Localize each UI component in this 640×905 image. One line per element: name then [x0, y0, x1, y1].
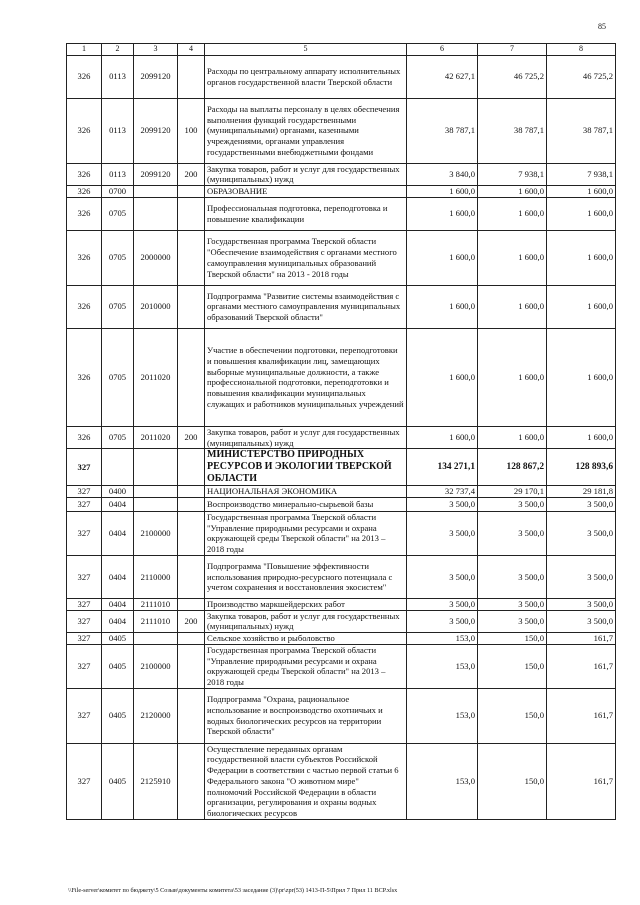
col-6-value: 3 500,0: [407, 598, 478, 610]
col-8-value: 1 600,0: [547, 197, 616, 230]
col-3-cell: [134, 497, 178, 511]
table-row: [67, 426, 616, 448]
table-row: [67, 486, 616, 498]
table-row: [67, 230, 616, 285]
col-8-value: 3 500,0: [547, 555, 616, 598]
table-row: [67, 197, 616, 230]
col-4-cell: [178, 197, 205, 230]
col-7-value: 3 500,0: [478, 598, 547, 610]
col-3-cell: 2100000: [134, 511, 178, 555]
col-7-value: 1 600,0: [478, 426, 547, 448]
table-row: [67, 633, 616, 645]
description-cell: Участие в обеспечении подготовки, переподготовки и повышения квалификации лиц, замещающих выборные муниципальные должности, а также профессиональной подготовки, переподготовки и повышения квалификации муниципальных служащих и работников муниципальных учреждений: [205, 328, 407, 426]
col-2-cell: 0705: [102, 328, 134, 426]
col-2-cell: 0700: [102, 186, 134, 198]
table-row: [67, 743, 616, 819]
col-1-cell: 326: [67, 197, 102, 230]
col-6-value: 153,0: [407, 688, 478, 743]
col-4-cell: 200: [178, 610, 205, 632]
col-4-cell: 200: [178, 426, 205, 448]
col-2-cell: 0400: [102, 486, 134, 498]
col-1-cell: 326: [67, 230, 102, 285]
col-3-cell: 2099120: [134, 163, 178, 185]
col-2-cell: 0404: [102, 555, 134, 598]
header-cell: 4: [178, 44, 205, 56]
col-1-cell: 326: [67, 328, 102, 426]
col-8-value: 7 938,1: [547, 163, 616, 185]
table-row: [67, 688, 616, 743]
description-cell: Подпрограмма "Развитие системы взаимодействия с органами местного самоуправления муниципальных образований Тверской области": [205, 285, 407, 328]
col-7-value: 1 600,0: [478, 230, 547, 285]
col-1-cell: 327: [67, 743, 102, 819]
budget-table: [66, 43, 616, 820]
col-2-cell: 0705: [102, 230, 134, 285]
table-row: [67, 511, 616, 555]
col-3-cell: [134, 186, 178, 198]
description-cell: НАЦИОНАЛЬНАЯ ЭКОНОМИКА: [205, 486, 407, 498]
col-1-cell: 326: [67, 285, 102, 328]
col-8-value: 161,7: [547, 688, 616, 743]
col-8-value: 29 181,8: [547, 486, 616, 498]
col-1-cell: 327: [67, 555, 102, 598]
col-6-value: 3 500,0: [407, 511, 478, 555]
col-1-cell: 327: [67, 598, 102, 610]
col-2-cell: 0405: [102, 633, 134, 645]
col-7-value: 3 500,0: [478, 511, 547, 555]
col-7-value: 29 170,1: [478, 486, 547, 498]
description-cell: Производство маркшейдерских работ: [205, 598, 407, 610]
col-3-cell: 2010000: [134, 285, 178, 328]
col-1-cell: 327: [67, 633, 102, 645]
col-8-value: 161,7: [547, 644, 616, 688]
description-cell: Подпрограмма "Охрана, рациональное использование и воспроизводство охотничьих и водных биологических ресурсов на территории Тверской области": [205, 688, 407, 743]
col-6-value: 3 500,0: [407, 497, 478, 511]
table-row: [67, 285, 616, 328]
col-7-value: 3 500,0: [478, 610, 547, 632]
col-8-value: 38 787,1: [547, 98, 616, 163]
col-2-cell: 0113: [102, 163, 134, 185]
header-cell: 3: [134, 44, 178, 56]
col-4-cell: [178, 598, 205, 610]
col-4-cell: [178, 186, 205, 198]
col-8-value: 3 500,0: [547, 497, 616, 511]
col-4-cell: [178, 449, 205, 486]
col-8-value: 1 600,0: [547, 328, 616, 426]
col-7-value: 38 787,1: [478, 98, 547, 163]
col-6-value: 153,0: [407, 743, 478, 819]
col-8-value: 1 600,0: [547, 285, 616, 328]
col-3-cell: 2099120: [134, 98, 178, 163]
col-4-cell: 200: [178, 163, 205, 185]
col-7-value: 150,0: [478, 644, 547, 688]
col-4-cell: [178, 555, 205, 598]
col-2-cell: 0405: [102, 688, 134, 743]
col-1-cell: 327: [67, 497, 102, 511]
col-6-value: 42 627,1: [407, 55, 478, 98]
col-8-value: 161,7: [547, 633, 616, 645]
col-7-value: 150,0: [478, 633, 547, 645]
col-1-cell: 327: [67, 610, 102, 632]
description-cell: Государственная программа Тверской области "Управление природными ресурсами и охрана окружающей среды Тверской области" на 2013 – 2018 годы: [205, 644, 407, 688]
col-4-cell: [178, 633, 205, 645]
col-1-cell: 327: [67, 449, 102, 486]
description-cell: Профессиональная подготовка, переподготовка и повышение квалификации: [205, 197, 407, 230]
description-cell: Расходы на выплаты персоналу в целях обеспечения выполнения функций государственными (муниципальными) органами, казенными учреждениями, органами управления государственными внебюджетными фондами: [205, 98, 407, 163]
col-2-cell: 0405: [102, 644, 134, 688]
col-4-cell: 100: [178, 98, 205, 163]
col-2-cell: 0404: [102, 497, 134, 511]
col-3-cell: [134, 486, 178, 498]
col-6-value: 1 600,0: [407, 328, 478, 426]
header-cell: 2: [102, 44, 134, 56]
col-7-value: 150,0: [478, 743, 547, 819]
col-8-value: 1 600,0: [547, 426, 616, 448]
col-3-cell: 2110000: [134, 555, 178, 598]
description-cell: Подпрограмма "Повышение эффективности использования природно-ресурсного потенциала с учетом сохранения и восстановления экосистем": [205, 555, 407, 598]
col-8-value: 3 500,0: [547, 511, 616, 555]
header-cell: 7: [478, 44, 547, 56]
col-7-value: 3 500,0: [478, 555, 547, 598]
col-6-value: 3 500,0: [407, 610, 478, 632]
col-6-value: 153,0: [407, 633, 478, 645]
col-8-value: 1 600,0: [547, 186, 616, 198]
table-row: [67, 98, 616, 163]
col-6-value: 32 737,4: [407, 486, 478, 498]
col-4-cell: [178, 497, 205, 511]
col-2-cell: 0404: [102, 511, 134, 555]
table-row: [67, 328, 616, 426]
col-2-cell: [102, 449, 134, 486]
description-cell: МИНИСТЕРСТВО ПРИРОДНЫХ РЕСУРСОВ И ЭКОЛОГИИ ТВЕРСКОЙ ОБЛАСТИ: [205, 449, 407, 486]
col-1-cell: 327: [67, 688, 102, 743]
col-6-value: 1 600,0: [407, 426, 478, 448]
col-6-value: 134 271,1: [407, 449, 478, 486]
col-1-cell: 326: [67, 55, 102, 98]
col-2-cell: 0404: [102, 598, 134, 610]
col-3-cell: 2120000: [134, 688, 178, 743]
table-row: [67, 610, 616, 632]
col-6-value: 153,0: [407, 644, 478, 688]
col-4-cell: [178, 285, 205, 328]
header-cell: 1: [67, 44, 102, 56]
description-cell: Закупка товаров, работ и услуг для государственных (муниципальных) нужд: [205, 163, 407, 185]
description-cell: Воспроизводство минерально-сырьевой базы: [205, 497, 407, 511]
col-1-cell: 326: [67, 426, 102, 448]
col-6-value: 3 500,0: [407, 555, 478, 598]
col-4-cell: [178, 230, 205, 285]
table-row: [67, 497, 616, 511]
col-8-value: 161,7: [547, 743, 616, 819]
col-6-value: 1 600,0: [407, 230, 478, 285]
col-7-value: 46 725,2: [478, 55, 547, 98]
col-1-cell: 326: [67, 98, 102, 163]
col-7-value: 1 600,0: [478, 186, 547, 198]
description-cell: Осуществление переданных органам государственной власти субъектов Российской Федерации в соответствии с частью первой статьи 6 Федерального закона "О животном мире" полномочий Российской Федерации в области организации, регулирования и охраны водных биологических ресурсов: [205, 743, 407, 819]
col-4-cell: [178, 486, 205, 498]
description-cell: Закупка товаров, работ и услуг для государственных (муниципальных) нужд: [205, 610, 407, 632]
table-row: [67, 163, 616, 185]
col-7-value: 3 500,0: [478, 497, 547, 511]
col-7-value: 128 867,2: [478, 449, 547, 486]
header-cell: 6: [407, 44, 478, 56]
col-3-cell: [134, 633, 178, 645]
table-body: [67, 44, 616, 820]
col-6-value: 38 787,1: [407, 98, 478, 163]
col-7-value: 1 600,0: [478, 328, 547, 426]
col-2-cell: 0705: [102, 426, 134, 448]
table-row: [67, 186, 616, 198]
col-4-cell: [178, 55, 205, 98]
col-3-cell: 2099120: [134, 55, 178, 98]
table-row: [67, 449, 616, 486]
col-7-value: 1 600,0: [478, 197, 547, 230]
col-3-cell: 2011020: [134, 328, 178, 426]
table-row: [67, 555, 616, 598]
col-7-value: 7 938,1: [478, 163, 547, 185]
col-2-cell: 0404: [102, 610, 134, 632]
col-2-cell: 0705: [102, 285, 134, 328]
description-cell: Государственная программа Тверской области "Управление природными ресурсами и охрана окружающей среды Тверской области" на 2013 – 2018 годы: [205, 511, 407, 555]
col-6-value: 1 600,0: [407, 186, 478, 198]
col-1-cell: 327: [67, 511, 102, 555]
header-cell: 8: [547, 44, 616, 56]
table-row: [67, 644, 616, 688]
col-4-cell: [178, 688, 205, 743]
col-3-cell: 2000000: [134, 230, 178, 285]
description-cell: Расходы по центральному аппарату исполнительных органов государственной власти Тверской области: [205, 55, 407, 98]
col-1-cell: 327: [67, 644, 102, 688]
col-8-value: 46 725,2: [547, 55, 616, 98]
col-4-cell: [178, 328, 205, 426]
col-2-cell: 0405: [102, 743, 134, 819]
col-4-cell: [178, 511, 205, 555]
col-1-cell: 327: [67, 486, 102, 498]
description-cell: ОБРАЗОВАНИЕ: [205, 186, 407, 198]
col-2-cell: 0113: [102, 55, 134, 98]
file-path-footer: \\File-server\комитет по бюджету\5 Созыв\документы комитета\53 заседание (3)\pr\zpr(53) 1413-П-5\Прил 7 Прил 11 ВСР.xlsx: [68, 887, 398, 894]
col-6-value: 3 840,0: [407, 163, 478, 185]
col-6-value: 1 600,0: [407, 197, 478, 230]
col-3-cell: [134, 449, 178, 486]
col-8-value: 128 893,6: [547, 449, 616, 486]
col-2-cell: 0705: [102, 197, 134, 230]
col-8-value: 1 600,0: [547, 230, 616, 285]
col-3-cell: 2111010: [134, 598, 178, 610]
col-3-cell: 2111010: [134, 610, 178, 632]
col-3-cell: 2100000: [134, 644, 178, 688]
col-6-value: 1 600,0: [407, 285, 478, 328]
col-1-cell: 326: [67, 163, 102, 185]
col-8-value: 3 500,0: [547, 610, 616, 632]
col-7-value: 1 600,0: [478, 285, 547, 328]
col-8-value: 3 500,0: [547, 598, 616, 610]
description-cell: Сельское хозяйство и рыболовство: [205, 633, 407, 645]
header-cell: 5: [205, 44, 407, 56]
col-3-cell: 2011020: [134, 426, 178, 448]
col-3-cell: 2125910: [134, 743, 178, 819]
description-cell: Закупка товаров, работ и услуг для государственных (муниципальных) нужд: [205, 426, 407, 448]
table-row: [67, 55, 616, 98]
table-row: [67, 598, 616, 610]
col-3-cell: [134, 197, 178, 230]
col-2-cell: 0113: [102, 98, 134, 163]
col-7-value: 150,0: [478, 688, 547, 743]
col-4-cell: [178, 644, 205, 688]
header-row: [67, 44, 616, 56]
col-1-cell: 326: [67, 186, 102, 198]
description-cell: Государственная программа Тверской области "Обеспечение взаимодействия с органами местного самоуправления муниципальных образований Тверской области" на 2013 - 2018 годы: [205, 230, 407, 285]
page-number: 85: [598, 22, 606, 31]
col-4-cell: [178, 743, 205, 819]
